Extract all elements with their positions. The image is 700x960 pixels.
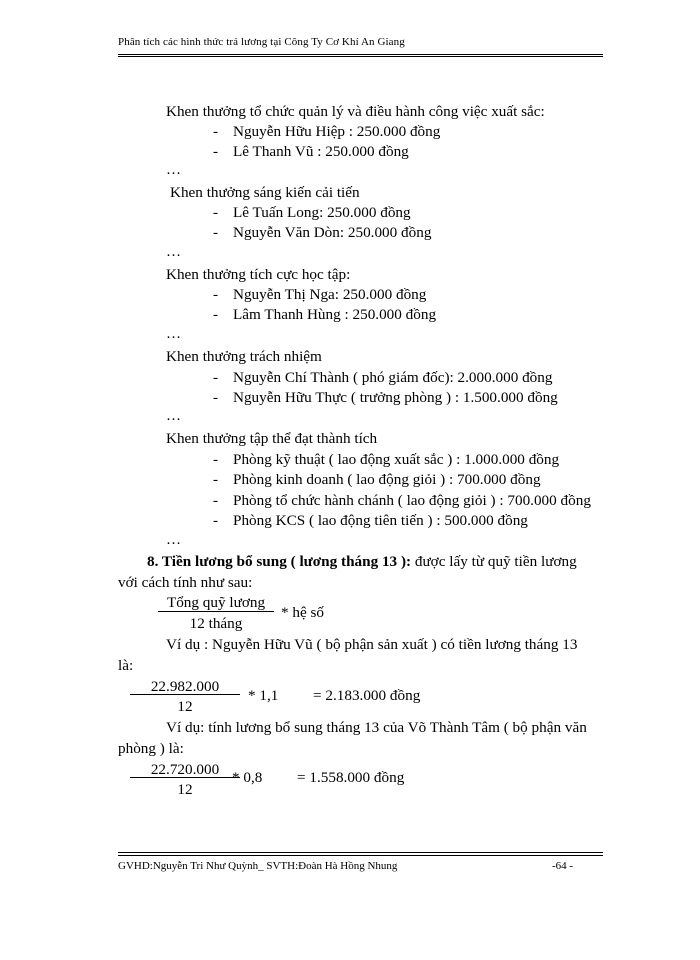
list-item: Phòng tổ chức hành chánh ( lao động giỏi ) : 700.000 đồng: [233, 492, 591, 509]
group-heading: Khen thưởng tổ chức quản lý và điều hành công việc xuất sắc:: [166, 103, 545, 120]
group-heading: Khen thưởng tích cực học tập:: [166, 266, 351, 283]
example-2-text-cont: phòng ) là:: [118, 740, 184, 757]
example-1-text: Ví dụ : Nguyễn Hữu Vũ ( bộ phận sản xuất ) có tiền lương tháng 13: [166, 636, 578, 653]
header-rule-thin: [118, 56, 603, 57]
example-1-numerator: 22.982.000: [150, 678, 220, 695]
bullet-dash: -: [213, 471, 219, 488]
example-2-denominator: 12: [177, 781, 193, 798]
formula-fraction-bar: [158, 611, 274, 612]
list-item: Phòng kỹ thuật ( lao động xuất sắc ) : 1.000.000 đồng: [233, 451, 560, 468]
bullet-dash: -: [213, 224, 219, 241]
list-item: Nguyễn Văn Dòn: 250.000 đồng: [233, 224, 432, 241]
example-2-multiplier: * 0,8: [232, 769, 263, 786]
example-1-denominator: 12: [177, 698, 193, 715]
list-item: Lê Thanh Vũ : 250.000 đồng: [233, 143, 409, 160]
list-item: Nguyễn Hữu Thực ( trưởng phòng ) : 1.500.000 đồng: [233, 389, 558, 406]
group-heading: Khen thưởng sáng kiến cải tiến: [170, 184, 360, 201]
ellipsis: …: [166, 408, 181, 424]
example-1-result: = 2.183.000 đồng: [313, 687, 421, 704]
group-heading: Khen thưởng trách nhiệm: [166, 348, 322, 365]
footer-rule-thin: [118, 855, 603, 856]
group-heading: Khen thưởng tập thể đạt thành tích: [166, 430, 378, 447]
bullet-dash: -: [213, 451, 219, 468]
list-item: Nguyễn Hữu Hiệp : 250.000 đồng: [233, 123, 441, 140]
example-2-result: = 1.558.000 đồng: [297, 769, 405, 786]
list-item: Nguyễn Chí Thành ( phó giám đốc): 2.000.000 đồng: [233, 369, 553, 386]
bullet-dash: -: [213, 389, 219, 406]
footer-rule: [118, 852, 603, 853]
section-8-title: [147, 552, 577, 572]
bullet-dash: -: [213, 512, 219, 529]
bullet-dash: -: [213, 143, 219, 160]
bullet-dash: -: [213, 286, 219, 303]
formula-numerator: Tổng quỹ lương: [166, 594, 266, 611]
ellipsis: …: [166, 532, 181, 548]
formula-multiplier: * hệ số: [281, 604, 325, 621]
bullet-dash: -: [213, 369, 219, 386]
example-2-numerator: 22.720.000: [150, 761, 220, 778]
formula-denominator: 12 tháng: [189, 615, 243, 632]
list-item: Lâm Thanh Hùng : 250.000 đồng: [233, 306, 437, 323]
example-1-fraction-bar: [130, 694, 240, 695]
ellipsis: …: [166, 326, 181, 342]
bullet-dash: -: [213, 204, 219, 221]
list-item: Nguyễn Thị Nga: 250.000 đồng: [233, 286, 427, 303]
footer-credits: GVHD:Nguyễn Tri Như Quỳnh_ SVTH:Đoàn Hà Hồng Nhung: [118, 860, 398, 872]
bullet-dash: -: [213, 123, 219, 140]
bullet-dash: -: [213, 492, 219, 509]
section-8-line2: với cách tính như sau:: [118, 574, 253, 591]
running-header: Phân tích các hình thức trả lương tại Công Ty Cơ Khí An Giang: [118, 36, 405, 48]
example-2-text: Ví dụ: tính lương bổ sung tháng 13 của Võ Thành Tâm ( bộ phận văn: [166, 719, 587, 736]
header-rule: [118, 54, 603, 55]
example-1-text-cont: là:: [118, 657, 134, 674]
example-1-multiplier: * 1,1: [248, 687, 279, 704]
example-2-fraction-bar: [130, 777, 240, 778]
list-item: Phòng KCS ( lao động tiên tiến ) : 500.000 đồng: [233, 512, 528, 529]
list-item: Phòng kinh doanh ( lao động giỏi ) : 700.000 đồng: [233, 471, 541, 488]
page-number: -64 -: [552, 860, 574, 872]
list-item: Lê Tuấn Long: 250.000 đồng: [233, 204, 411, 221]
ellipsis: …: [166, 244, 181, 260]
bullet-dash: -: [213, 306, 219, 323]
section-8-heading-rest: được lấy từ quỹ tiền lương: [411, 553, 577, 570]
section-8-heading: 8. Tiền lương bổ sung ( lương tháng 13 ):: [147, 553, 412, 570]
ellipsis: …: [166, 162, 181, 178]
